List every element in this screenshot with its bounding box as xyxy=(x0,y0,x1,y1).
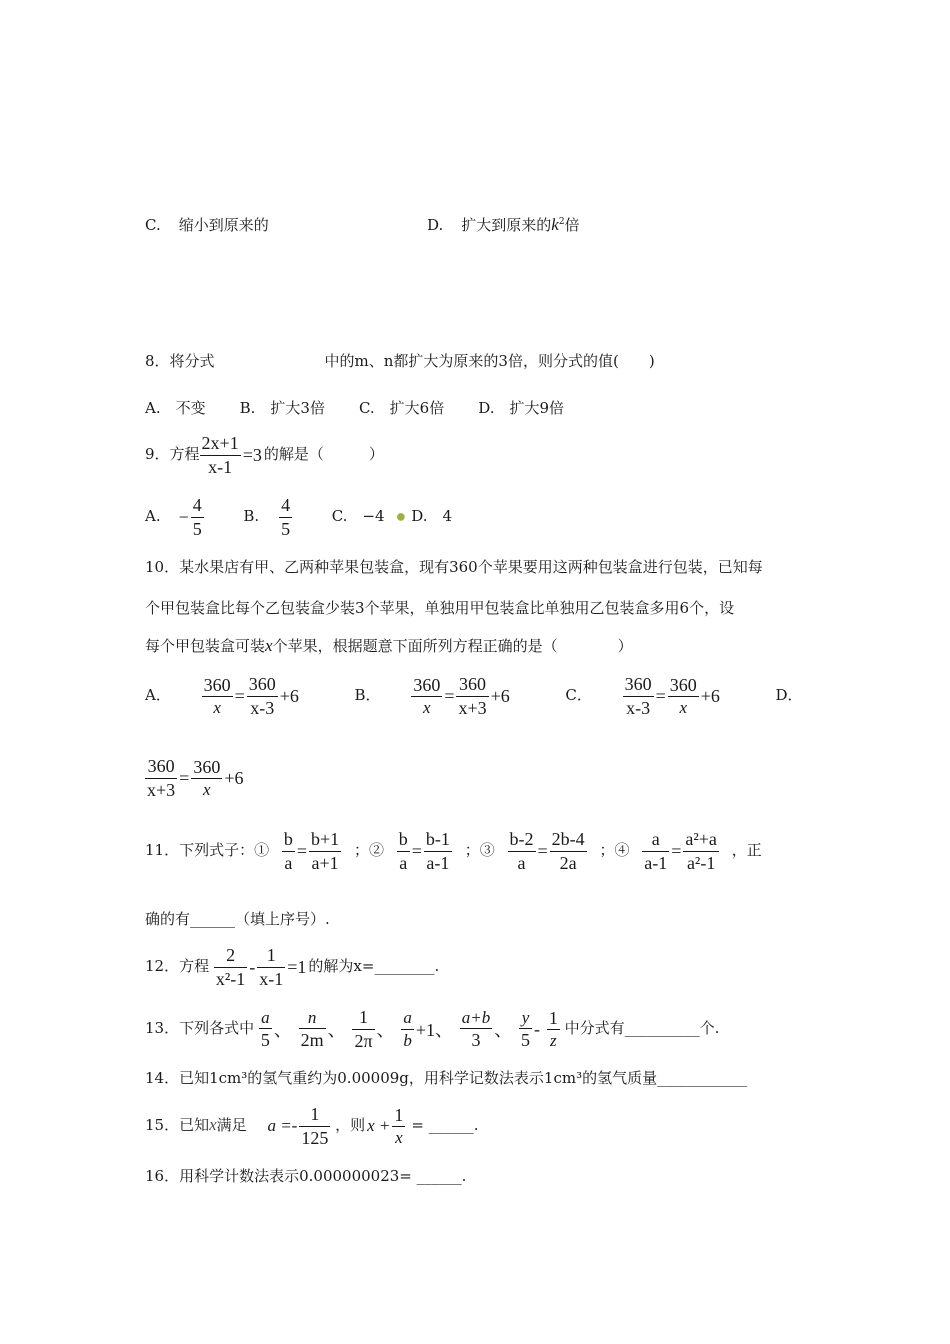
q11-prefix: 11．下列式子：① xyxy=(145,841,270,859)
q11-line-2: 确的有______（填上序号）. xyxy=(145,910,330,928)
q11-e2-frac-1: $\frac{b}{a}$ xyxy=(398,829,408,873)
q8-option-b: B. 扩大3倍 xyxy=(239,399,325,417)
q13-suffix: 中分式有__________个. xyxy=(564,1019,720,1037)
minus-sign: − xyxy=(178,506,189,527)
q13-item: $\frac{n}{2m}$ xyxy=(300,1007,324,1050)
q12-frac-2: $\frac{1}{x-1}$ xyxy=(259,945,284,989)
q13-sep: 、 xyxy=(494,1020,513,1040)
q10-a-tail: +6 xyxy=(279,685,299,706)
q10-options xyxy=(145,673,803,719)
equals: = xyxy=(671,840,682,861)
variable-x: x xyxy=(265,636,273,655)
q10-a-frac-1: $\frac{360}{x}$ xyxy=(203,674,231,718)
q11-e3-frac-2: $\frac{2b-4}{2a}$ xyxy=(551,829,585,873)
q11-tail: ，正 xyxy=(731,841,762,859)
q10-b-tail: +6 xyxy=(490,685,510,706)
q11-e1-frac-2: $\frac{b+1}{a+1}$ xyxy=(311,829,340,873)
q9-suffix: 的解是（ ） xyxy=(263,445,384,463)
q11-e4-frac-2: $\frac{\text{a²+a}}{\text{a²-1}}$ xyxy=(685,829,717,873)
equals: = xyxy=(411,840,422,861)
q10-line-2: 个甲包装盒比每个乙包装盒少装3个苹果，单独用甲包装盒比单独用乙包装盒多用6个，设 xyxy=(145,599,735,617)
equals: = xyxy=(296,840,308,861)
q12-frac-1: $\frac{2}{\text{x²-1}}$ xyxy=(215,945,246,989)
option-label: D. xyxy=(427,216,444,234)
q11-sep: ；③ xyxy=(464,841,495,859)
q10-option-c-label: C． xyxy=(565,686,592,704)
q10-option-b-label: B． xyxy=(354,686,381,704)
q10-option-a-label: A． xyxy=(145,686,171,704)
q15-expr: x + xyxy=(367,1116,391,1135)
q13-item: $\frac{y}{5}$ xyxy=(521,1007,531,1050)
q13-sep: 、 xyxy=(273,1020,292,1040)
q15-frac-1: $\frac{1}{125}$ xyxy=(301,1104,329,1148)
q9-option-b-fraction: $\frac{4}{5}$ xyxy=(281,495,291,539)
q13-sep: +1、 xyxy=(415,1020,453,1040)
equals: = xyxy=(655,685,666,706)
q9-rhs: =3 xyxy=(242,444,262,465)
q8-stem xyxy=(145,350,655,371)
q15-mid: 满足 xyxy=(216,1116,247,1134)
equals: = xyxy=(179,767,190,788)
q8-option-c: C. 扩大6倍 xyxy=(358,399,445,417)
q13-item: $\frac{a+b}{3}$ xyxy=(461,1007,491,1050)
equals: = xyxy=(234,685,245,706)
q12-stem xyxy=(145,944,439,990)
q12-suffix: 的解为x=________. xyxy=(308,957,440,975)
q10-c-frac-2: $\frac{360}{x}$ xyxy=(669,674,697,718)
q9-option-d: D. 4 xyxy=(411,507,453,525)
equals: = xyxy=(537,840,548,861)
q8-text: 中的m、n都扩大为原来的3倍，则分式的值( ) xyxy=(324,352,655,370)
q15-stem xyxy=(145,1103,479,1149)
q13-item: $\frac{a}{b}$ xyxy=(403,1008,412,1050)
q15-suffix: = ______. xyxy=(411,1116,479,1134)
q15-then: ，则 xyxy=(335,1116,366,1134)
variable-k: k xyxy=(551,215,559,234)
q13-item: $\frac{1}{z}$ xyxy=(548,1007,558,1051)
q8-prefix: 8．将分式 xyxy=(145,352,215,370)
q8-option-d: D. 扩大9倍 xyxy=(478,399,565,417)
q12-prefix: 12．方程 xyxy=(145,957,210,975)
q9-prefix: 9．方程 xyxy=(145,445,200,463)
q9-fraction: $\frac{2x+1}{x-1}$ xyxy=(201,433,239,477)
q14-stem: 14．已知1cm³的氢气重约为0.00009g，用科学记数法表示1cm³的氢气质量____________ xyxy=(145,1069,748,1087)
q13-sep: 、 xyxy=(376,1020,395,1040)
minus-sign: - xyxy=(249,956,256,977)
q11-sep: ；④ xyxy=(599,841,630,859)
equals: = xyxy=(444,685,455,706)
q10-c-frac-1: $\frac{360}{x-3}$ xyxy=(624,674,652,718)
q10-d-frac-1: $\frac{360}{x+3}$ xyxy=(147,756,176,800)
q13-sep: - xyxy=(534,1018,541,1039)
q10-d-frac-2: $\frac{360}{x}$ xyxy=(193,756,221,800)
q10-c-tail: +6 xyxy=(700,685,720,706)
q11-stem xyxy=(145,828,762,874)
q9-option-c: C. −4 xyxy=(331,507,385,525)
q13-item: $\frac{a}{5}$ xyxy=(260,1007,270,1050)
q10-option-d-expr xyxy=(145,755,245,801)
option-text: 扩大到原来的 xyxy=(461,216,552,234)
q10-line-1: 10．某水果店有甲、乙两种苹果包装盒，现有360个苹果要用这两种包装盒进行包装，已知每 xyxy=(145,558,763,576)
q11-e3-frac-1: $\frac{b-2}{a}$ xyxy=(509,829,534,873)
q15-frac-2: $\frac{1}{x}$ xyxy=(394,1104,404,1148)
option-text: 缩小到原来的 xyxy=(178,216,269,234)
q10-line-3b: 个苹果，根据题意下面所列方程正确的是（ ） xyxy=(272,637,633,655)
q12-rhs: =1 xyxy=(287,956,307,977)
q11-e1-frac-1: $\frac{b}{a}$ xyxy=(283,829,293,873)
q10-d-tail: +6 xyxy=(224,767,244,788)
q9-option-a-fraction: $\frac{4}{5}$ xyxy=(192,495,202,539)
q7-option-c xyxy=(145,214,269,235)
q11-sep: ；② xyxy=(353,841,384,859)
q9-option-b-label: B. xyxy=(243,507,260,525)
q10-option-d-label: D． xyxy=(775,686,803,704)
q8-option-a: A. 不变 xyxy=(145,399,206,417)
q9-stem xyxy=(145,432,384,478)
q15-lhs: a =- xyxy=(267,1116,298,1135)
q9-option-a-label: A. xyxy=(145,507,161,525)
q9-options xyxy=(145,494,452,540)
q8-options xyxy=(145,397,564,418)
q11-e2-frac-2: $\frac{b-1}{a-1}$ xyxy=(425,829,450,873)
q10-line-3 xyxy=(145,635,633,656)
q10-a-frac-2: $\frac{360}{x-3}$ xyxy=(248,674,276,718)
superscript: 2 xyxy=(558,217,565,227)
q11-e4-frac-1: $\frac{a}{a-1}$ xyxy=(644,829,668,873)
q15-prefix: 15．已知 xyxy=(145,1116,210,1134)
option-suffix: 倍 xyxy=(564,216,580,234)
q13-sep: 、 xyxy=(327,1020,346,1040)
q16-stem: 16．用科学计数法表示0.000000023= ______. xyxy=(145,1167,467,1185)
stray-dot: ● xyxy=(396,511,406,523)
q10-b-frac-1: $\frac{360}{x}$ xyxy=(413,674,441,718)
q13-stem xyxy=(145,1006,719,1052)
q7-option-d xyxy=(427,214,580,235)
variable-x: x xyxy=(209,1115,217,1134)
q13-prefix: 13．下列各式中 xyxy=(145,1019,255,1037)
q10-line-3a: 每个甲包装盒可装 xyxy=(145,637,266,655)
option-label: C. xyxy=(145,216,161,234)
q13-item: $\frac{1}{2\pi}$ xyxy=(354,1007,373,1051)
q10-b-frac-2: $\frac{360}{x+3}$ xyxy=(458,674,487,718)
